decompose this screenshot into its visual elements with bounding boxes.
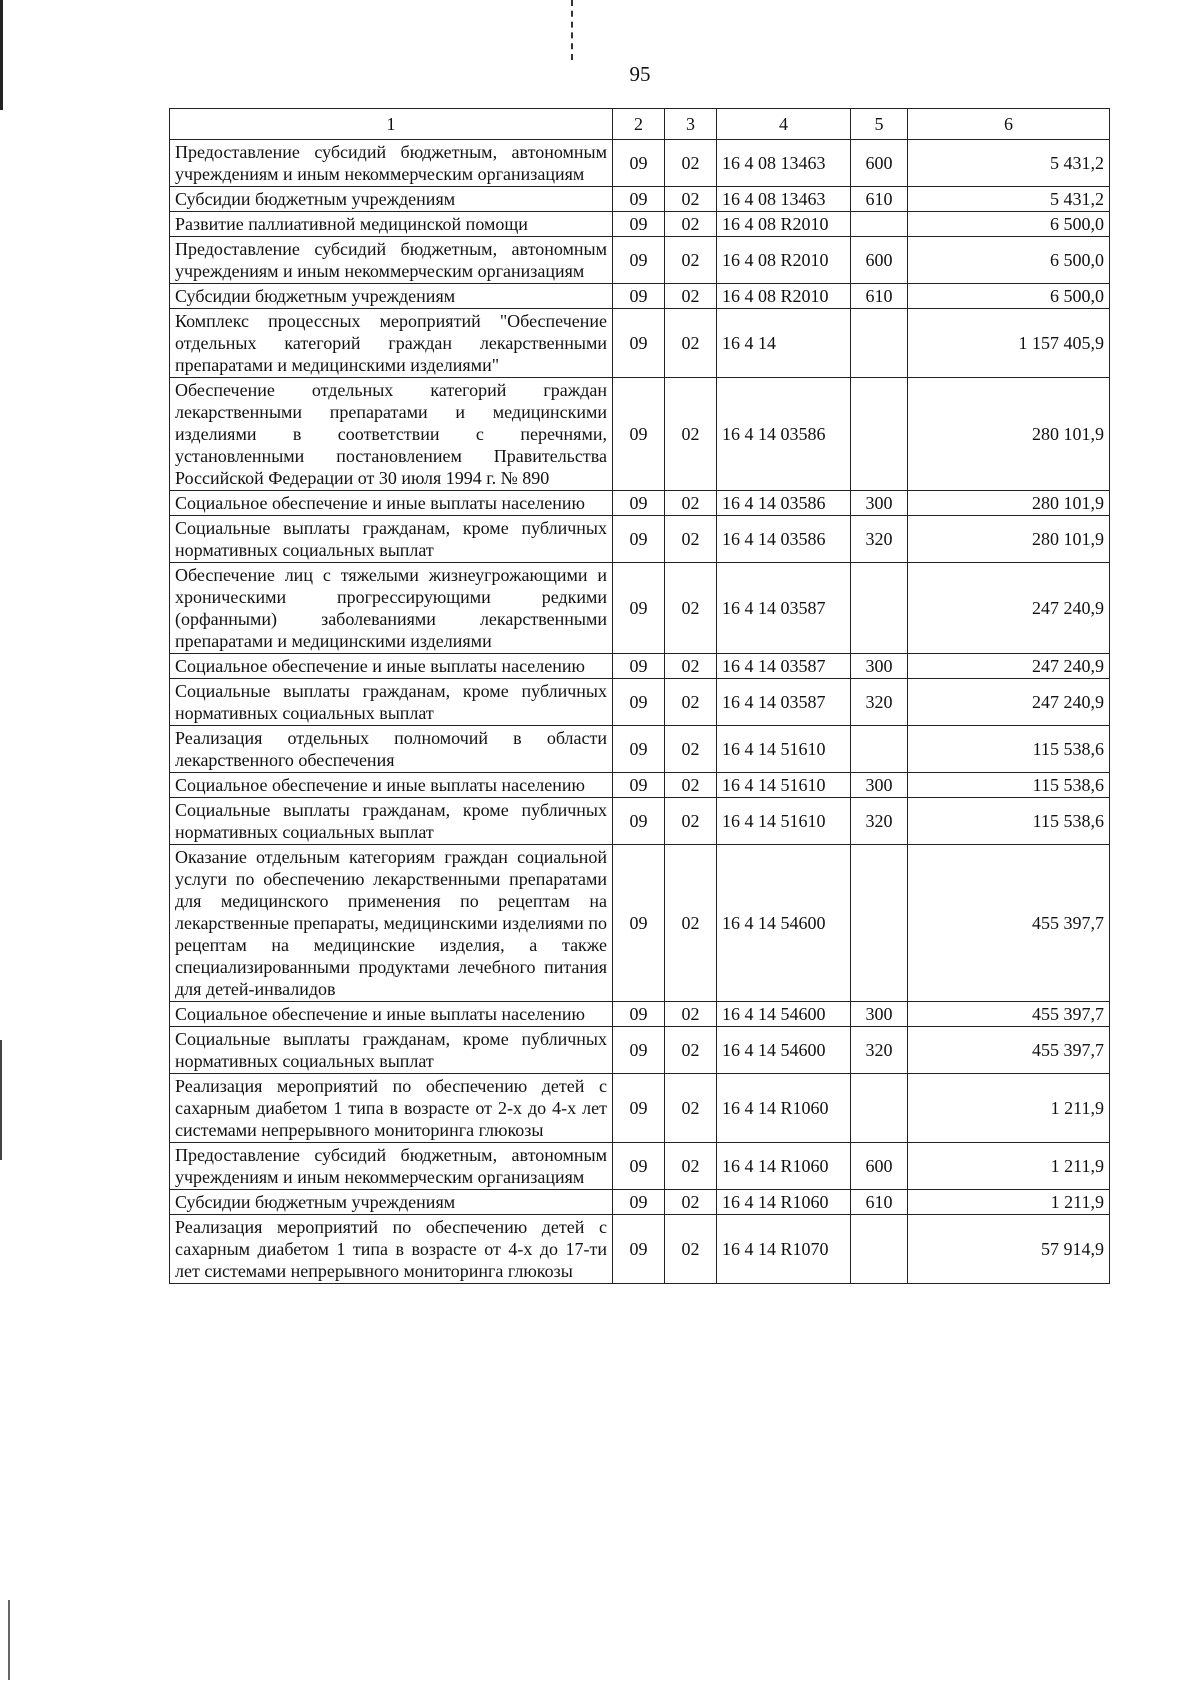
cell-subsection: 02 <box>665 491 717 516</box>
column-header: 5 <box>851 109 908 140</box>
cell-section: 09 <box>613 798 665 845</box>
cell-amount: 247 240,9 <box>908 563 1110 654</box>
cell-section: 09 <box>613 140 665 187</box>
cell-section: 09 <box>613 212 665 237</box>
cell-section: 09 <box>613 1027 665 1074</box>
table-row <box>170 1027 1110 1074</box>
cell-subsection: 02 <box>665 845 717 1002</box>
cell-amount: 1 157 405,9 <box>908 309 1110 378</box>
table-row <box>170 1002 1110 1027</box>
cell-subsection: 02 <box>665 284 717 309</box>
cell-target-article: 16 4 14 R1070 <box>717 1215 851 1284</box>
cell-subsection: 02 <box>665 237 717 284</box>
cell-expense-type <box>851 1074 908 1143</box>
table-row <box>170 212 1110 237</box>
cell-name: Субсидии бюджетным учреждениям <box>170 187 613 212</box>
table-row <box>170 679 1110 726</box>
column-header: 6 <box>908 109 1110 140</box>
table-row <box>170 1190 1110 1215</box>
cell-expense-type: 320 <box>851 516 908 563</box>
cell-target-article: 16 4 14 03587 <box>717 563 851 654</box>
cell-amount: 5 431,2 <box>908 187 1110 212</box>
cell-expense-type <box>851 726 908 773</box>
cell-amount: 247 240,9 <box>908 654 1110 679</box>
table-row <box>170 1143 1110 1190</box>
cell-section: 09 <box>613 1074 665 1143</box>
cell-amount: 5 431,2 <box>908 140 1110 187</box>
cell-section: 09 <box>613 284 665 309</box>
cell-target-article: 16 4 08 R2010 <box>717 237 851 284</box>
table-row <box>170 726 1110 773</box>
cell-section: 09 <box>613 516 665 563</box>
cell-amount: 280 101,9 <box>908 378 1110 491</box>
cell-subsection: 02 <box>665 563 717 654</box>
table-row <box>170 140 1110 187</box>
cell-target-article: 16 4 08 R2010 <box>717 212 851 237</box>
table-row <box>170 563 1110 654</box>
cell-target-article: 16 4 14 51610 <box>717 773 851 798</box>
cell-name: Субсидии бюджетным учреждениям <box>170 1190 613 1215</box>
cell-section: 09 <box>613 1190 665 1215</box>
cell-target-article: 16 4 14 R1060 <box>717 1074 851 1143</box>
cell-target-article: 16 4 08 R2010 <box>717 284 851 309</box>
cell-expense-type: 300 <box>851 773 908 798</box>
table-header-row <box>170 109 1110 140</box>
column-header: 1 <box>170 109 613 140</box>
cell-section: 09 <box>613 563 665 654</box>
scan-edge-mark <box>0 0 3 110</box>
cell-expense-type: 300 <box>851 1002 908 1027</box>
cell-target-article: 16 4 14 <box>717 309 851 378</box>
cell-amount: 1 211,9 <box>908 1074 1110 1143</box>
scan-edge-mark <box>8 1600 10 1680</box>
cell-section: 09 <box>613 491 665 516</box>
table-row <box>170 378 1110 491</box>
cell-target-article: 16 4 14 03586 <box>717 378 851 491</box>
cell-amount: 455 397,7 <box>908 1027 1110 1074</box>
cell-name: Обеспечение отдельных категорий граждан лекарственными препаратами и медицинскими изделиями в соответствии с перечнями, установленными постановлением Правительства Российской Федерации от 30 июля 1994 г. № 890 <box>170 378 613 491</box>
cell-expense-type: 600 <box>851 140 908 187</box>
cell-name: Субсидии бюджетным учреждениям <box>170 284 613 309</box>
cell-target-article: 16 4 08 13463 <box>717 187 851 212</box>
cell-section: 09 <box>613 378 665 491</box>
cell-amount: 115 538,6 <box>908 773 1110 798</box>
cell-expense-type: 600 <box>851 1143 908 1190</box>
cell-subsection: 02 <box>665 1143 717 1190</box>
table-row <box>170 845 1110 1002</box>
cell-expense-type: 600 <box>851 237 908 284</box>
cell-name: Социальное обеспечение и иные выплаты населению <box>170 773 613 798</box>
cell-expense-type <box>851 1215 908 1284</box>
table-row <box>170 309 1110 378</box>
cell-expense-type <box>851 212 908 237</box>
table-row <box>170 798 1110 845</box>
cell-name: Социальное обеспечение и иные выплаты населению <box>170 1002 613 1027</box>
cell-target-article: 16 4 14 54600 <box>717 1002 851 1027</box>
cell-amount: 280 101,9 <box>908 516 1110 563</box>
cell-name: Социальные выплаты гражданам, кроме публичных нормативных социальных выплат <box>170 679 613 726</box>
cell-name: Реализация мероприятий по обеспечению детей с сахарным диабетом 1 типа в возрасте от 2-х до 4-х лет системами непрерывного мониторинга глюкозы <box>170 1074 613 1143</box>
column-header: 2 <box>613 109 665 140</box>
cell-target-article: 16 4 14 03586 <box>717 491 851 516</box>
cell-section: 09 <box>613 1143 665 1190</box>
cell-subsection: 02 <box>665 140 717 187</box>
cell-section: 09 <box>613 654 665 679</box>
cell-name: Предоставление субсидий бюджетным, автономным учреждениям и иным некоммерческим организациям <box>170 1143 613 1190</box>
cell-expense-type <box>851 378 908 491</box>
cell-target-article: 16 4 08 13463 <box>717 140 851 187</box>
cell-subsection: 02 <box>665 1027 717 1074</box>
table-row <box>170 773 1110 798</box>
cell-amount: 6 500,0 <box>908 212 1110 237</box>
table-row <box>170 1215 1110 1284</box>
cell-name: Социальные выплаты гражданам, кроме публичных нормативных социальных выплат <box>170 516 613 563</box>
cell-subsection: 02 <box>665 726 717 773</box>
table-row <box>170 516 1110 563</box>
fold-mark <box>571 0 573 60</box>
cell-expense-type: 610 <box>851 1190 908 1215</box>
cell-name: Социальное обеспечение и иные выплаты населению <box>170 491 613 516</box>
cell-subsection: 02 <box>665 212 717 237</box>
table-row <box>170 491 1110 516</box>
cell-subsection: 02 <box>665 1190 717 1215</box>
table-body <box>170 140 1110 1284</box>
cell-subsection: 02 <box>665 309 717 378</box>
cell-subsection: 02 <box>665 1002 717 1027</box>
column-header: 3 <box>665 109 717 140</box>
cell-section: 09 <box>613 309 665 378</box>
cell-subsection: 02 <box>665 654 717 679</box>
cell-subsection: 02 <box>665 378 717 491</box>
cell-name: Социальные выплаты гражданам, кроме публичных нормативных социальных выплат <box>170 798 613 845</box>
cell-section: 09 <box>613 679 665 726</box>
cell-section: 09 <box>613 773 665 798</box>
cell-expense-type: 300 <box>851 491 908 516</box>
table-row <box>170 1074 1110 1143</box>
cell-amount: 1 211,9 <box>908 1190 1110 1215</box>
cell-name: Комплекс процессных мероприятий "Обеспечение отдельных категорий граждан лекарственными препаратами и медицинскими изделиями" <box>170 309 613 378</box>
cell-expense-type: 610 <box>851 187 908 212</box>
cell-name: Обеспечение лиц с тяжелыми жизнеугрожающими и хроническими прогрессирующими редкими (орфанными) заболеваниями лекарственными препаратами и медицинскими изделиями <box>170 563 613 654</box>
cell-expense-type: 320 <box>851 798 908 845</box>
cell-subsection: 02 <box>665 516 717 563</box>
cell-target-article: 16 4 14 03587 <box>717 679 851 726</box>
table-row <box>170 237 1110 284</box>
cell-target-article: 16 4 14 R1060 <box>717 1143 851 1190</box>
cell-target-article: 16 4 14 54600 <box>717 845 851 1002</box>
cell-expense-type <box>851 845 908 1002</box>
cell-target-article: 16 4 14 51610 <box>717 726 851 773</box>
cell-subsection: 02 <box>665 1074 717 1143</box>
cell-subsection: 02 <box>665 679 717 726</box>
cell-section: 09 <box>613 726 665 773</box>
table-row <box>170 654 1110 679</box>
cell-amount: 6 500,0 <box>908 284 1110 309</box>
cell-name: Предоставление субсидий бюджетным, автономным учреждениям и иным некоммерческим организациям <box>170 237 613 284</box>
page-number: 95 <box>629 62 651 86</box>
cell-expense-type <box>851 563 908 654</box>
budget-table <box>169 108 1110 1284</box>
cell-section: 09 <box>613 1002 665 1027</box>
cell-amount: 57 914,9 <box>908 1215 1110 1284</box>
cell-section: 09 <box>613 1215 665 1284</box>
cell-amount: 280 101,9 <box>908 491 1110 516</box>
cell-section: 09 <box>613 187 665 212</box>
scan-edge-mark <box>0 1040 2 1160</box>
cell-expense-type: 320 <box>851 1027 908 1074</box>
cell-subsection: 02 <box>665 187 717 212</box>
cell-name: Социальное обеспечение и иные выплаты населению <box>170 654 613 679</box>
cell-name: Оказание отдельным категориям граждан социальной услуги по обеспечению лекарственными препаратами для медицинского применения по рецептам на лекарственные препараты, медицинскими изделиями по рецептам на медицинские изделия, а также специализированными продуктами лечебного питания для детей-инвалидов <box>170 845 613 1002</box>
cell-name: Социальные выплаты гражданам, кроме публичных нормативных социальных выплат <box>170 1027 613 1074</box>
table-row <box>170 284 1110 309</box>
cell-amount: 115 538,6 <box>908 798 1110 845</box>
cell-amount: 455 397,7 <box>908 845 1110 1002</box>
cell-subsection: 02 <box>665 798 717 845</box>
cell-target-article: 16 4 14 R1060 <box>717 1190 851 1215</box>
cell-subsection: 02 <box>665 1215 717 1284</box>
cell-section: 09 <box>613 237 665 284</box>
cell-target-article: 16 4 14 03586 <box>717 516 851 563</box>
column-header: 4 <box>717 109 851 140</box>
cell-target-article: 16 4 14 51610 <box>717 798 851 845</box>
cell-subsection: 02 <box>665 773 717 798</box>
cell-amount: 6 500,0 <box>908 237 1110 284</box>
cell-name: Развитие паллиативной медицинской помощи <box>170 212 613 237</box>
cell-name: Реализация отдельных полномочий в области лекарственного обеспечения <box>170 726 613 773</box>
cell-expense-type: 300 <box>851 654 908 679</box>
cell-amount: 115 538,6 <box>908 726 1110 773</box>
cell-section: 09 <box>613 845 665 1002</box>
cell-target-article: 16 4 14 54600 <box>717 1027 851 1074</box>
cell-name: Предоставление субсидий бюджетным, автономным учреждениям и иным некоммерческим организациям <box>170 140 613 187</box>
table-row <box>170 187 1110 212</box>
cell-amount: 455 397,7 <box>908 1002 1110 1027</box>
cell-name: Реализация мероприятий по обеспечению детей с сахарным диабетом 1 типа в возрасте от 4-х до 17-ти лет системами непрерывного мониторинга глюкозы <box>170 1215 613 1284</box>
cell-amount: 247 240,9 <box>908 679 1110 726</box>
cell-amount: 1 211,9 <box>908 1143 1110 1190</box>
cell-expense-type <box>851 309 908 378</box>
cell-target-article: 16 4 14 03587 <box>717 654 851 679</box>
cell-expense-type: 320 <box>851 679 908 726</box>
cell-expense-type: 610 <box>851 284 908 309</box>
